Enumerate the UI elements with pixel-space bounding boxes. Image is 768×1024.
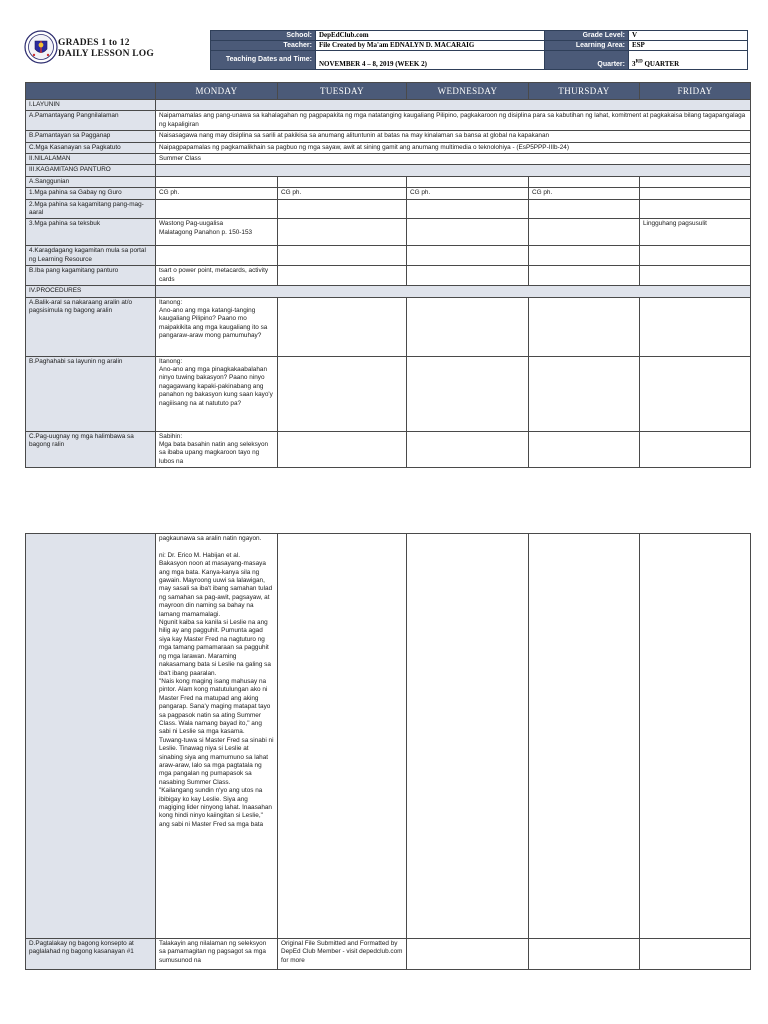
section-label: IV.PROCEDURES: [26, 286, 156, 297]
table-row: [26, 534, 751, 939]
cell-tuesday: Original File Submitted and Formatted by DepEd Club Member - visit depedclub.com for more: [278, 939, 407, 970]
day-header-wednesday: WEDNESDAY: [407, 83, 529, 100]
row-label: A.Sanggunian: [26, 176, 156, 187]
row-label: D.Pagtalakay ng bagong konsepto at paglalahad ng bagong kasanayan #1: [26, 939, 156, 970]
row-label: A.Pamantayang Pangnilalaman: [26, 111, 156, 131]
grade-level-label: Grade Level:: [545, 31, 629, 41]
table-row: [26, 297, 751, 356]
row-content: Naisasagawa nang may disiplina sa sarili at pakikisa sa anumang alituntunin at batas na may kinalaman sa bansa at global na kapakanan: [156, 131, 751, 142]
cell-friday: Lingguhang pagsusulit: [640, 219, 751, 246]
learning-area-value: ESP: [629, 41, 748, 51]
cell-tuesday: CG ph.: [278, 188, 407, 199]
daily-lesson-grid-continued: [25, 533, 751, 970]
row-content: Naipamamalas ang pang-unawa sa kahalagahan ng pagpapakita ng mga natatanging kaugaliang Pilipino, pagkakaroon ng disiplina para sa kabutihan ng lahat, komitment at pagkakaisa bilang tagapangalaga ng kapaligiran: [156, 111, 751, 131]
row-label-continued: [26, 534, 156, 939]
row-label: B.Paghahabi sa layunin ng aralin: [26, 356, 156, 431]
deped-seal-icon: [24, 30, 58, 64]
cell-monday: Sabihin: Mga bata basahin natin ang seleksyon sa ibaba upang magkaroon tayo ng lubos na: [156, 431, 278, 468]
school-value: DepEdClub.com: [316, 31, 545, 41]
row-label: 4.Karagdagang kagamitan mula sa portal ng Learning Resource: [26, 246, 156, 266]
lesson-log-header: [24, 30, 750, 74]
day-header-monday: MONDAY: [156, 83, 278, 100]
table-row: [26, 176, 751, 187]
table-row: [26, 266, 751, 286]
section-fill: [156, 286, 751, 297]
teaching-dates-value: NOVEMBER 4 – 8, 2019 (WEEK 2): [316, 51, 545, 70]
table-row: [26, 939, 751, 970]
cell-wednesday: CG ph.: [407, 188, 529, 199]
row-label: II.NILALAMAN: [26, 154, 156, 165]
row-label: 3.Mga pahina sa teksbuk: [26, 219, 156, 246]
section-fill: [156, 100, 751, 111]
daily-lesson-grid: [25, 82, 751, 468]
row-label: C.Pag-uugnay ng mga halimbawa sa bagong ralin: [26, 431, 156, 468]
table-row: [26, 246, 751, 266]
grade-level-value: V: [629, 31, 748, 41]
section-label: III.KAGAMITANG PANTURO: [26, 165, 156, 176]
row-label: B.Iba pang kagamitang panturo: [26, 266, 156, 286]
cell-monday: tsart o power point, metacards, activity cards: [156, 266, 278, 286]
row-content: Summer Class: [156, 154, 751, 165]
cell-monday: CG ph.: [156, 188, 278, 199]
table-row: [26, 356, 751, 431]
table-row: [26, 142, 751, 153]
log-title: GRADES 1 to 12 DAILY LESSON LOG: [58, 38, 154, 59]
section-procedures: [26, 286, 751, 297]
section-fill: [156, 165, 751, 176]
cell-monday: Itanong: Ano-ano ang mga pinagkakaabalahan ninyo tuwing bakasyon? Paano ninyo nagagawang kapaki-pakinabang ang panahon ng bakasyon kung saan kayo'y nagiiisang na at natututo pa?: [156, 356, 278, 431]
section-layunin: [26, 100, 751, 111]
day-header-friday: FRIDAY: [640, 83, 751, 100]
school-label: School:: [211, 31, 316, 41]
quarter-label: Quarter:: [545, 51, 629, 70]
table-row: [26, 154, 751, 165]
cell-monday: Talakayin ang nilalaman ng seleksyon sa pamamagitan ng pagsagot sa mga sumusunod na: [156, 939, 278, 970]
table-row: [26, 219, 751, 246]
day-header-row: [26, 83, 751, 100]
row-label: B.Pamantayan sa Pagganap: [26, 131, 156, 142]
quarter-value: 3RD QUARTER: [629, 51, 748, 70]
day-header-tuesday: TUESDAY: [278, 83, 407, 100]
table-row: [26, 188, 751, 199]
teacher-value: File Created by Ma'am EDNALYN D. MACARAIG: [316, 41, 545, 51]
cell-monday: Wastong Pag-uugalisa Malatagong Panahon p. 150-153: [156, 219, 278, 246]
learning-area-label: Learning Area:: [545, 41, 629, 51]
cell-monday: pagkaunawa sa aralin natin ngayon. ni: Dr. Erico M. Habijan et al. Bakasyon noon at masayang-masaya ang mga bata. Kanya-kanya sila ng gawain. Mayroong uuwi sa lalawigan, may sasali sa iba't ibang samahan tulad ng samahan sa pag-awit, pagsayaw, at mayroon din naming sa bahay na lamang mamamalagi. Ngunit kaiba sa kanila si Leslie na ang hilig ay ang pagguhit. Pumunta agad siya kay Master Fred na nagtuturo ng mga tamang pamamaraan sa pagguhit ng mga larawan. Maraming nakasamang bata si Leslie na galing sa iba't ibang paaralan. "Nais kong maging isang mahusay na pintor. Alam kong matutulungan ako ni Master Fred na matupad ang aking pangarap. Sana'y maging matapat tayo sa pagpasok natin sa ating Summer Class. Wala namang bayad ito," ang sabi ni Leslie sa mga kasama. Tuwang-tuwa si Master Fred sa sinabi ni Leslie. Tinawag niya si Leslie at sinabing siya ang mamumuno sa lahat araw-araw, lalo sa mga pagtatala ng mga pangalan ng pumapasok sa nasabing Summer Class. "Kailangang sundin n'yo ang utos na ibibigay ko kay Leslie. Siya ang magiging lider ninyong lahat. Inaasahan kong hindi ninyo kaiingitan si Leslie," ang sabi ni Master Fred sa mga bata: [156, 534, 278, 939]
section-kagamitan: [26, 165, 751, 176]
day-header-thursday: THURSDAY: [529, 83, 640, 100]
cell-thursday: CG ph.: [529, 188, 640, 199]
table-row: [26, 199, 751, 219]
row-label: 1.Mga pahina sa Gabay ng Guro: [26, 188, 156, 199]
row-label: C.Mga Kasanayan sa Pagkatuto: [26, 142, 156, 153]
corner-cell: [26, 83, 156, 100]
cell-monday: Itanong: Ano-ano ang mga katangi-tanging kaugaliang Pilipino? Paano mo maipakikita ang mga kaugaliang ito sa pangaraw-araw mong pamumuhay?: [156, 297, 278, 356]
row-label: 2.Mga pahina sa kagamitang pang-mag-aaral: [26, 199, 156, 219]
school-info-table: [210, 30, 748, 70]
teaching-dates-label: Teaching Dates and Time:: [211, 51, 316, 70]
section-label: I.LAYUNIN: [26, 100, 156, 111]
teacher-label: Teacher:: [211, 41, 316, 51]
row-content: Naipagpapamalas ng pagkamalikhain sa pagbuo ng mga sayaw, awit at sining gamit ang anumang multimedia o teknolohiya - (EsP5PPP-IIIb-24): [156, 142, 751, 153]
row-label: A.Balik-aral sa nakaraang aralin at/o pagsisimula ng bagong aralin: [26, 297, 156, 356]
table-row: [26, 131, 751, 142]
table-row: [26, 431, 751, 468]
table-row: [26, 111, 751, 131]
